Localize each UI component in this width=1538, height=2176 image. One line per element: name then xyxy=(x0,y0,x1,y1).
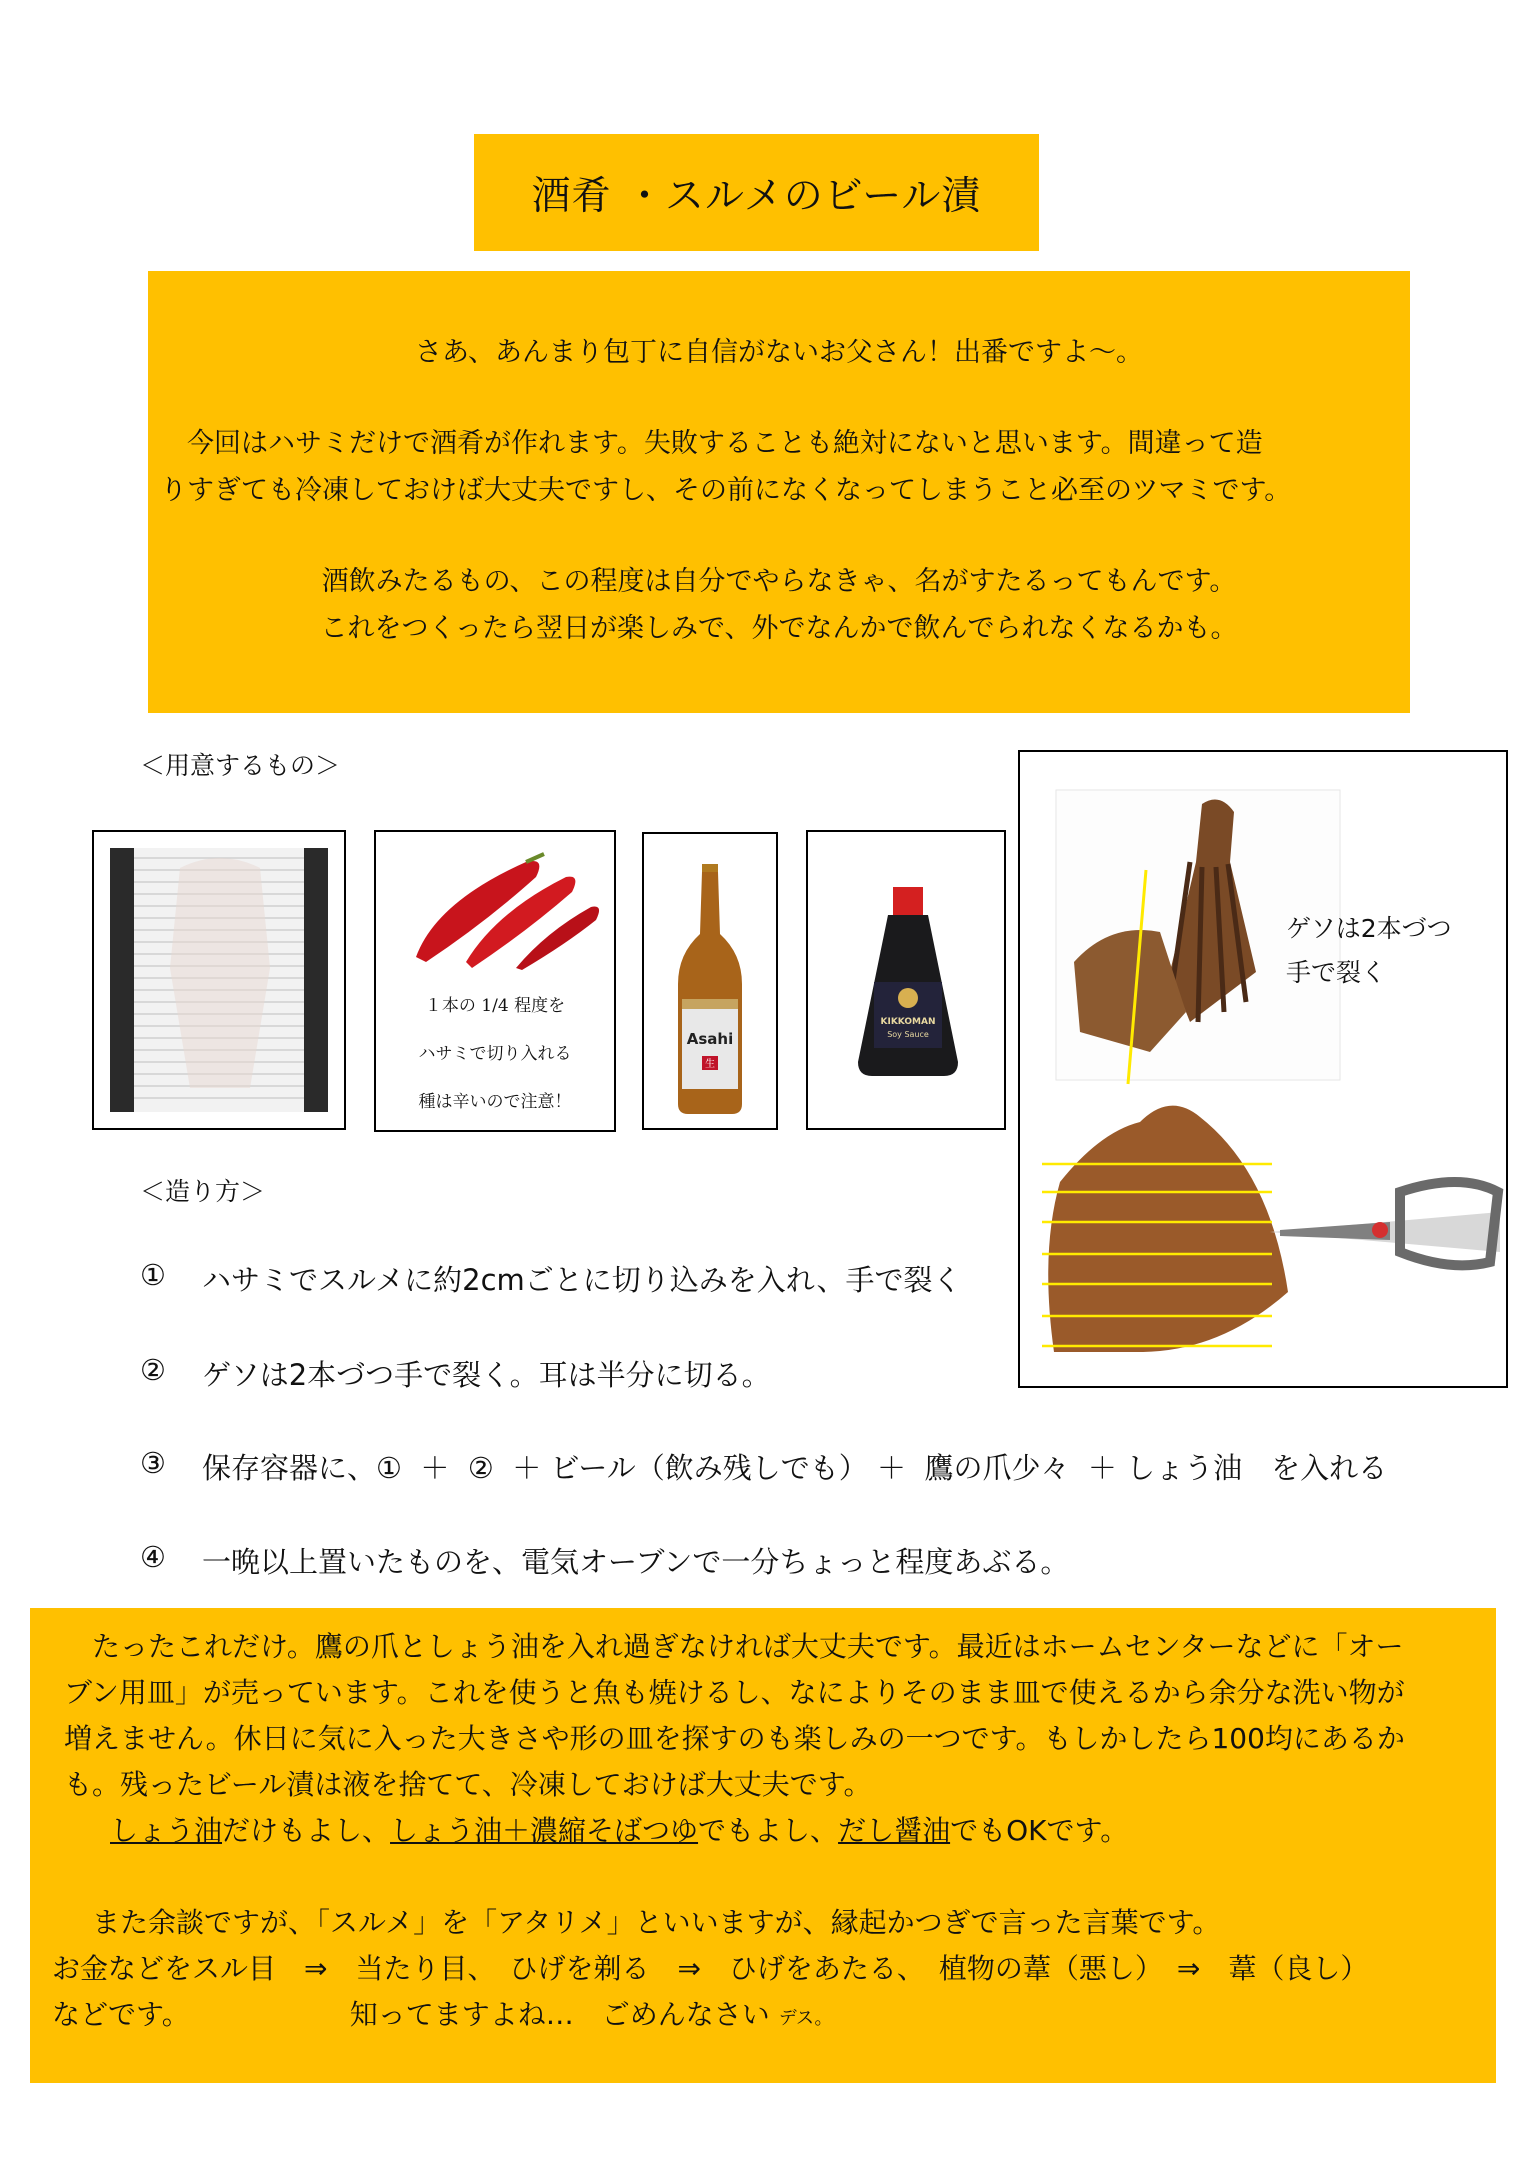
notes-text: 知ってますよね… ごめんなさい xyxy=(349,1998,770,2031)
step-text: 保存容器に、① ＋ ② ＋ ビール（飲み残しでも） ＋ 鷹の爪少々 ＋ しょう油 を入れる xyxy=(202,1451,1388,1485)
underlined-term: しょう油＋濃縮そばつゆ xyxy=(390,1814,699,1847)
step-text: ゲソは2本づつ手で裂く。耳は半分に切る。 xyxy=(202,1358,771,1392)
notes-line: お金などをスル目 ⇒ 当たり目、 ひげを剃る ⇒ ひげをあたる、 植物の葦（悪し） ⇒ 葦（良し） xyxy=(52,1952,1369,1985)
chili-caption-line: １本の 1/4 程度を xyxy=(424,996,566,1016)
geso-caption-line: ゲソは2本づつ xyxy=(1286,914,1452,943)
dried-squid-image xyxy=(110,848,328,1112)
step-text: 一晩以上置いたものを、電気オーブンで一分ちょっと程度あぶる。 xyxy=(202,1545,1070,1579)
chili-pepper-image xyxy=(376,832,614,972)
cutting-diagram xyxy=(1018,750,1508,1388)
intro-line: これをつくったら翌日が楽しみで、外でなんかで飲んでられなくなるかも。 xyxy=(320,613,1238,644)
soy-photo xyxy=(806,830,1006,1130)
beer-bottle-image xyxy=(644,834,776,1128)
step-number: ② xyxy=(140,1353,166,1387)
soy-sub: Soy Sauce xyxy=(887,1030,929,1039)
step-number: ③ xyxy=(140,1446,166,1480)
intro-line: りすぎても冷凍しておけば大丈夫ですし、その前になくなってしまうこと必至のツマミです。 xyxy=(160,475,1292,506)
notes-line xyxy=(52,1992,1476,2042)
notes-text: デス。 xyxy=(778,2008,833,2029)
notes-line: ブン用皿」が売っています。これを使うと魚も焼けるし、なによりそのまま皿で使えるから余分な洗い物が xyxy=(64,1676,1405,1709)
beer-photo xyxy=(642,832,778,1130)
step-number: ① xyxy=(140,1258,166,1292)
step-item xyxy=(140,1258,962,1299)
underlined-term: しょう油 xyxy=(110,1814,223,1847)
step-item xyxy=(140,1540,1069,1581)
beer-brand: Asahi xyxy=(686,1030,734,1048)
notes-text: だけもよし、 xyxy=(222,1814,391,1847)
intro-box xyxy=(148,271,1410,713)
surume-photo xyxy=(92,830,346,1130)
step-item xyxy=(140,1353,771,1394)
prep-heading: ＜用意するもの＞ xyxy=(140,751,341,780)
notes-text: でもよし、 xyxy=(698,1814,839,1847)
notes-line: も。残ったビール漬は液を捨てて、冷凍しておけば大丈夫です。 xyxy=(64,1768,872,1801)
notes-line: たったこれだけ。鷹の爪としょう油を入れ過ぎなければ大丈夫です。最近はホームセンターなどに「オー xyxy=(64,1630,1404,1663)
notes-line: また余談ですが、「スルメ」を「アタリメ」といいますが、縁起かつぎで言った言葉です。 xyxy=(64,1906,1221,1939)
beer-sub: 生 xyxy=(705,1059,715,1070)
squid-cutting-image xyxy=(1020,752,1506,1386)
step-item xyxy=(140,1446,1387,1487)
notes-line xyxy=(64,1808,1476,1854)
step-number: ④ xyxy=(140,1540,166,1574)
method-heading: ＜造り方＞ xyxy=(140,1177,266,1206)
chili-caption-line: ハサミで切り入れる xyxy=(418,1044,572,1064)
page-title: 酒肴 ・スルメのビール漬 xyxy=(474,134,1039,251)
intro-line: 今回はハサミだけで酒肴が作れます。失敗することも絶対にないと思います。間違って造 xyxy=(160,428,1263,459)
intro-line: 酒飲みたるもの、この程度は自分でやらなきゃ、名がすたるってもんです。 xyxy=(321,566,1237,597)
underlined-term: だし醤油 xyxy=(838,1814,951,1847)
step-text: ハサミでスルメに約2cmごとに切り込みを入れ、手で裂く xyxy=(202,1263,962,1297)
soy-sauce-image xyxy=(808,832,1004,1128)
notes-text: などです。 xyxy=(52,1998,190,2031)
chili-photo xyxy=(374,830,616,1132)
intro-line: さあ、あんまり包丁に自信がないお父さん！出番ですよ～。 xyxy=(415,337,1143,368)
notes-text: でもOKです。 xyxy=(950,1814,1129,1847)
notes-line: 増えません。休日に気に入った大きさや形の皿を探すのも楽しみの一つです。もしかしたら100均にあるか xyxy=(64,1722,1405,1755)
geso-caption-line: 手で裂く xyxy=(1286,958,1387,987)
notes-box xyxy=(30,1608,1496,2083)
geso-caption xyxy=(1286,907,1452,995)
chili-caption-line: 種は辛いので注意！ xyxy=(418,1092,572,1112)
soy-brand: KIKKOMAN xyxy=(880,1017,936,1027)
